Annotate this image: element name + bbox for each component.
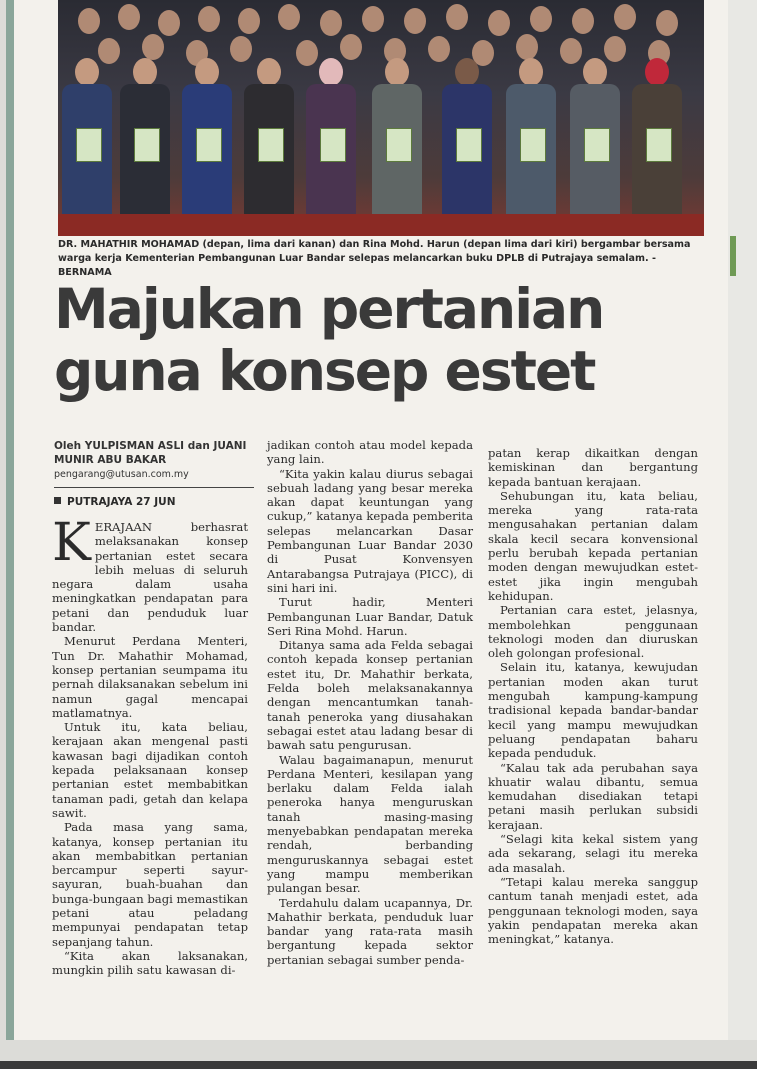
person-figure	[506, 58, 556, 228]
article-paragraph: Pada masa yang sama, katanya, konsep pertanian itu akan membabitkan pertanian bercampur seperti sayur-sayuran, buah-buahan dan bunga-bungaan bagi memastikan petani atau peladang mempunyai pendapatan tetap sepanjang tahun.	[52, 820, 248, 949]
article-paragraph: KERAJAAN berhasrat melaksanakan konsep pertanian estet secara lebih meluas di seluruh negara dalam usaha meningkatkan pendapatan para petani dan penduduk luar bandar.	[52, 513, 248, 635]
article-paragraph: jadikan contoh atau model kepada yang lain.	[267, 438, 473, 467]
article-paragraph: “Selagi kita kekal sistem yang ada sekarang, selagi itu mereka ada masalah.	[488, 832, 698, 875]
person-figure	[570, 58, 620, 228]
person-figure	[306, 58, 356, 228]
headline-line-1: Majukan pertanian	[54, 277, 604, 341]
article-paragraph: “Kita akan laksanakan, mungkin pilih satu kawasan di-	[52, 948, 248, 978]
article-paragraph: Ditanya sama ada Felda sebagai contoh kepada konsep pertanian estet itu, Dr. Mahathir berkata, Felda boleh melaksanakannya dengan mencantumkan tanah-tanah peneroka yang diusahakan sebagai estet atau ladang besar di bawah satu pengurusan.	[267, 638, 473, 753]
headline	[54, 278, 734, 402]
dateline	[54, 496, 176, 508]
person-figure	[244, 58, 294, 228]
article-column-1	[52, 513, 248, 978]
scan-edge	[728, 0, 757, 1040]
headline-line-2: guna konsep estet	[54, 339, 595, 403]
article-paragraph: Terdahulu dalam ucapannya, Dr. Mahathir berkata, penduduk luar bandar yang rata-rata masih bergantung kepada sektor pertanian sebagai sumber penda-	[267, 895, 473, 967]
person-figure	[120, 58, 170, 228]
newspaper-clipping	[6, 0, 728, 1040]
article-paragraph: Turut hadir, Menteri Pembangunan Luar Bandar, Datuk Seri Rina Mohd. Harun.	[267, 595, 473, 638]
article-column-2	[267, 438, 473, 967]
person-figure	[442, 58, 492, 228]
article-paragraph: patan kerap dikaitkan dengan kemiskinan dan bergantung kepada bantuan kerajaan.	[488, 446, 698, 489]
byline: Oleh YULPISMAN ASLI dan JUANI MUNIR ABU BAKAR	[54, 440, 247, 466]
person-figure	[632, 58, 682, 228]
author-email: pengarang@utusan.com.my	[54, 469, 189, 480]
article-paragraph: “Kalau tak ada perubahan saya khuatir walau dibantu, semua kemudahan disediakan tetapi petani masih perlukan subsidi kerajaan.	[488, 760, 698, 832]
bullet-square-icon	[54, 497, 61, 504]
scan-bottom-border	[0, 1061, 757, 1069]
article-column-3	[488, 446, 698, 946]
article-paragraph: Pertanian cara estet, jelasnya, membolehkan penggunaan teknologi moden dan diuruskan oleh golongan profesional.	[488, 603, 698, 661]
byline-divider	[54, 487, 254, 488]
drop-cap: K	[52, 513, 91, 573]
article-paragraph: Sehubungan itu, kata beliau, mereka yang rata-rata mengusahakan pertanian dalam skala kecil secara konvensional perlu berubah kepada pertanian moden dengan mewujudkan estet-estet jika ingin mengubah kehidupan.	[488, 488, 698, 603]
person-figure	[182, 58, 232, 228]
article-paragraph: Walau bagaimanapun, menurut Perdana Menteri, kesilapan yang berlaku dalam Felda ialah peneroka hanya menguruskan tanah masing-masing menyebabkan pendapatan mereka rendah, berbanding menguruskannya sebagai estet yang mampu memberikan pulangan besar.	[267, 752, 473, 896]
color-marker	[730, 236, 736, 276]
dateline-text: PUTRAJAYA 27 JUN	[67, 496, 176, 508]
article-paragraph: Untuk itu, kata beliau, kerajaan akan mengenal pasti kawasan bagi dijadikan contoh kepada pelaksanaan konsep pertanian estet membabitkan tanaman padi, getah dan kelapa sawit.	[52, 720, 248, 820]
article-paragraph: “Kita yakin kalau diurus sebagai sebuah ladang yang besar mereka akan dapat keuntungan yang cukup,” katanya kepada pemberita selepas melancarkan Dasar Pembangunan Luar Bandar 2030 di Pusat Konvensyen Antarabangsa Putrajaya (PICC), di sini hari ini.	[267, 466, 473, 595]
article-paragraph: “Tetapi kalau mereka sanggup cantum tanah menjadi estet, ada penggunaan teknologi moden, saya yakin pendapatan mereka akan meningkat,” katanya.	[488, 874, 698, 947]
article-paragraph: Menurut Perdana Menteri, Tun Dr. Mahathir Mohamad, konsep pertanian seumpama itu pernah dilaksanakan sebelum ini namun gagal mencapai matlamatnya.	[52, 634, 248, 720]
person-figure	[62, 58, 112, 228]
article-paragraph: Selain itu, katanya, kewujudan pertanian moden akan turut mengubah kampung-kampung tradisional kepada bandar-bandar kecil yang mampu mewujudkan peluang pendapatan baharu kepada penduduk.	[488, 660, 698, 761]
news-photo	[58, 0, 704, 236]
red-carpet	[58, 214, 704, 236]
person-figure	[372, 58, 422, 228]
photo-caption: DR. MAHATHIR MOHAMAD (depan, lima dari kanan) dan Rina Mohd. Harun (depan lima dari kiri) bergambar bersama warga kerja Kementerian Pembangunan Luar Bandar selepas melancarkan buku DPLB di Putrajaya semalam. - BERNAMA	[58, 239, 691, 278]
